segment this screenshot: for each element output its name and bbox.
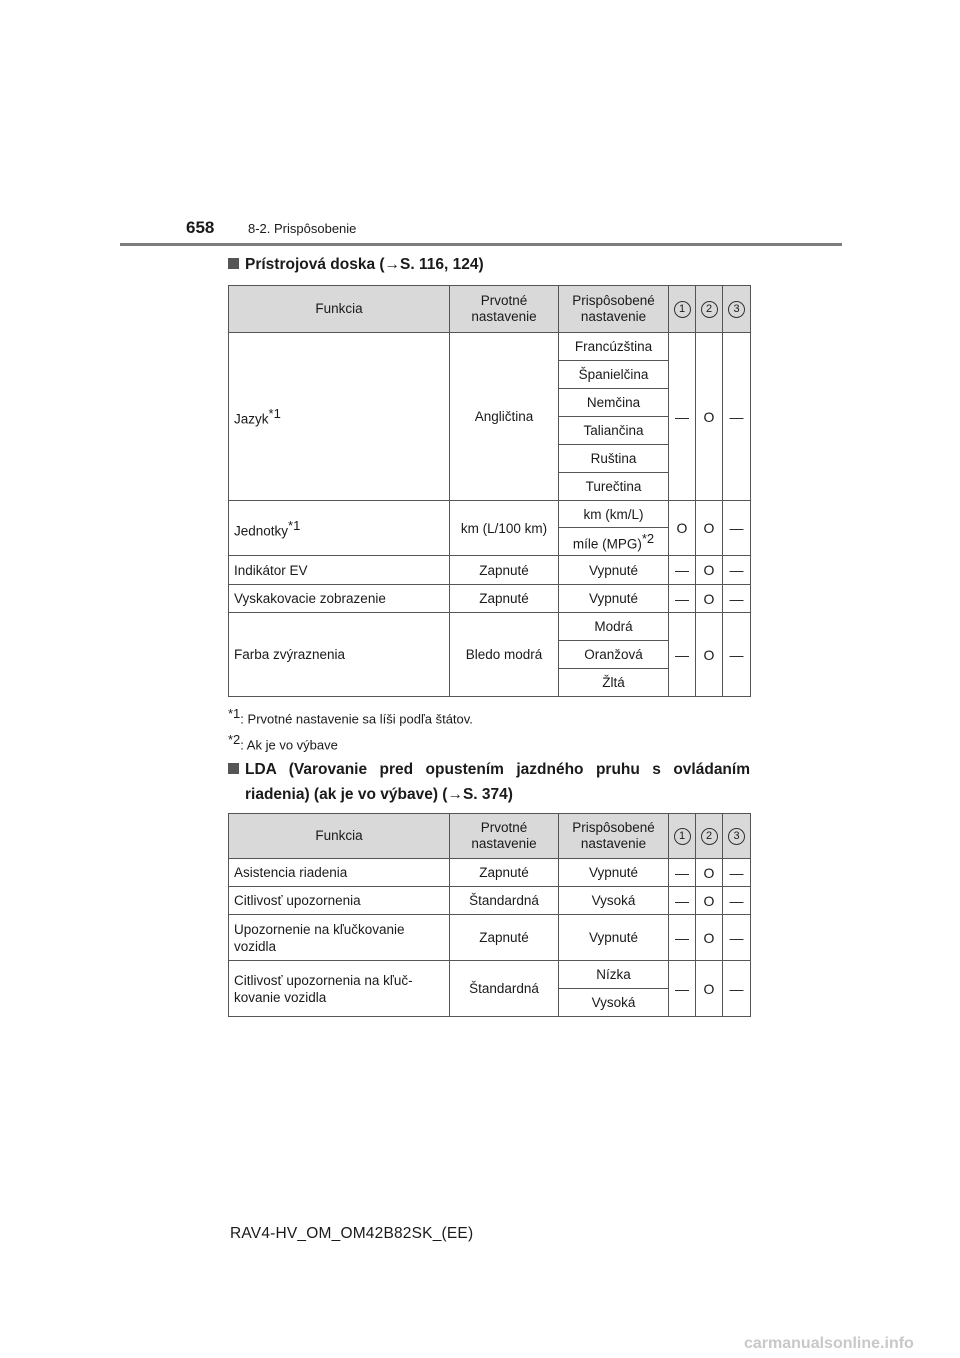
cell-col-1: — <box>669 556 696 585</box>
header-col-2 <box>696 286 723 333</box>
footer-code: RAV4-HV_OM_OM42B82SK_(EE) <box>230 1225 474 1242</box>
cell-funkcia: Citlivosť upozornenia na kľuč-kovanie vozidla <box>229 961 450 1017</box>
circled-number-1-icon: 1 <box>674 301 691 318</box>
footnote-mark: *2 <box>641 531 655 547</box>
cell-col-1: — <box>669 613 696 697</box>
table-row <box>229 585 751 613</box>
table-header-row <box>229 814 751 859</box>
cell-option: Francúzština <box>559 333 669 361</box>
cell-option: Vysoká <box>559 989 669 1017</box>
header-prvotne: Prvotné nastavenie <box>450 286 559 333</box>
table-row <box>229 915 751 961</box>
table-row <box>229 613 751 641</box>
cell-option: Nízka <box>559 961 669 989</box>
cell-col-3: — <box>723 585 751 613</box>
header-col-3 <box>723 286 751 333</box>
cell-prisposobene: Vypnuté <box>559 556 669 585</box>
cell-funkcia: Farba zvýraznenia <box>229 613 450 697</box>
cell-option: Španielčina <box>559 361 669 389</box>
cell-col-3: — <box>723 556 751 585</box>
footnote-text: : Prvotné nastavenie sa líši podľa štátov. <box>240 711 473 727</box>
square-bullet-icon <box>228 258 239 269</box>
cell-col-1: — <box>669 887 696 915</box>
cell-prvotne: Zapnuté <box>450 915 559 961</box>
lda-table <box>228 813 751 1017</box>
cell-prisposobene: Vypnuté <box>559 859 669 887</box>
funkcia-text: Jednotky <box>234 523 289 539</box>
cell-prvotne: Zapnuté <box>450 556 559 585</box>
table-row <box>229 333 751 361</box>
cell-col-2: O <box>696 915 723 961</box>
cell-funkcia: Vyskakovacie zobrazenie <box>229 585 450 613</box>
cell-option: Nemčina <box>559 389 669 417</box>
cell-prvotne: Štandardná <box>450 887 559 915</box>
cell-option: Modrá <box>559 613 669 641</box>
cell-option <box>559 528 669 556</box>
cell-col-3: — <box>723 887 751 915</box>
circled-number-3-icon: 3 <box>728 828 745 845</box>
footnote-text: : Ak je vo výbave <box>240 737 338 753</box>
footnote-mark: *1 <box>288 517 301 533</box>
funkcia-text: Jazyk <box>234 411 269 427</box>
cell-prvotne: Zapnuté <box>450 585 559 613</box>
cell-funkcia: Indikátor EV <box>229 556 450 585</box>
heading-text: LDA (Varovanie pred opustením jazdného pruhu s ovládaním riadenia) (ak je vo výbave) (→S. 374) <box>245 761 750 803</box>
cell-option: km (km/L) <box>559 501 669 528</box>
circled-number-1-icon: 1 <box>674 828 691 845</box>
cell-col-2: O <box>696 887 723 915</box>
table-row <box>229 501 751 528</box>
table-row <box>229 887 751 915</box>
cell-funkcia: Asistencia riadenia <box>229 859 450 887</box>
cell-funkcia: Upozornenie na kľučkovanie vozidla <box>229 915 450 961</box>
footnote-mark: *1 <box>268 406 281 422</box>
cell-col-1: — <box>669 585 696 613</box>
section-label: 8-2. Prispôsobenie <box>248 221 357 236</box>
page-number: 658 <box>186 218 215 237</box>
cell-col-3: — <box>723 859 751 887</box>
cell-col-1: — <box>669 961 696 1017</box>
table-row <box>229 556 751 585</box>
cell-option: Turečtina <box>559 473 669 501</box>
cell-col-3: — <box>723 501 751 556</box>
circled-number-2-icon: 2 <box>701 828 718 845</box>
header-col-1 <box>669 286 696 333</box>
option-text: míle (MPG) <box>572 536 642 552</box>
section-heading-lda <box>228 757 750 807</box>
cell-col-3: — <box>723 915 751 961</box>
table-header-row <box>229 286 751 333</box>
header-col-1 <box>669 814 696 859</box>
instrument-panel-table <box>228 285 751 697</box>
cell-col-1: O <box>669 501 696 556</box>
circled-number-2-icon: 2 <box>701 301 718 318</box>
header-rule <box>120 243 842 246</box>
cell-option: Taliančina <box>559 417 669 445</box>
cell-col-1: — <box>669 915 696 961</box>
header-prisposobene: Prispôsobené nastavenie <box>559 286 669 333</box>
cell-col-2: O <box>696 556 723 585</box>
circled-number-3-icon: 3 <box>728 301 745 318</box>
cell-col-2: O <box>696 859 723 887</box>
table-row <box>229 961 751 989</box>
square-bullet-icon <box>228 763 239 774</box>
cell-col-2: O <box>696 961 723 1017</box>
header-funkcia: Funkcia <box>229 814 450 859</box>
cell-prisposobene: Vysoká <box>559 887 669 915</box>
cell-option: Oranžová <box>559 641 669 669</box>
cell-funkcia: Citlivosť upozornenia <box>229 887 450 915</box>
cell-prvotne: Štandardná <box>450 961 559 1017</box>
cell-col-2: O <box>696 613 723 697</box>
header-col-3 <box>723 814 751 859</box>
watermark: carmanualsonline.info <box>744 1335 914 1352</box>
cell-col-2: O <box>696 585 723 613</box>
cell-funkcia <box>229 333 450 501</box>
header-col-2 <box>696 814 723 859</box>
cell-prvotne: Zapnuté <box>450 859 559 887</box>
cell-col-3: — <box>723 333 751 501</box>
cell-col-2: O <box>696 333 723 501</box>
cell-col-1: — <box>669 859 696 887</box>
cell-prvotne: km (L/100 km) <box>450 501 559 556</box>
heading-text: Prístrojová doska (→S. 116, 124) <box>245 256 484 273</box>
cell-prvotne: Angličtina <box>450 333 559 501</box>
cell-funkcia <box>229 501 450 556</box>
cell-prisposobene: Vypnuté <box>559 915 669 961</box>
cell-col-3: — <box>723 613 751 697</box>
header-funkcia: Funkcia <box>229 286 450 333</box>
cell-col-2: O <box>696 501 723 556</box>
cell-option: Ruština <box>559 445 669 473</box>
footnote-2 <box>228 732 338 752</box>
table-row <box>229 859 751 887</box>
footnote-1 <box>228 706 473 726</box>
footnote-mark: *2 <box>228 732 241 747</box>
header-prisposobene: Prispôsobené nastavenie <box>559 814 669 859</box>
cell-option: Žltá <box>559 669 669 697</box>
cell-col-1: — <box>669 333 696 501</box>
footnote-mark: *1 <box>228 706 241 721</box>
section-heading-instrument-panel <box>228 252 750 277</box>
cell-col-3: — <box>723 961 751 1017</box>
cell-prisposobene: Vypnuté <box>559 585 669 613</box>
cell-prvotne: Bledo modrá <box>450 613 559 697</box>
header-prvotne: Prvotné nastavenie <box>450 814 559 859</box>
